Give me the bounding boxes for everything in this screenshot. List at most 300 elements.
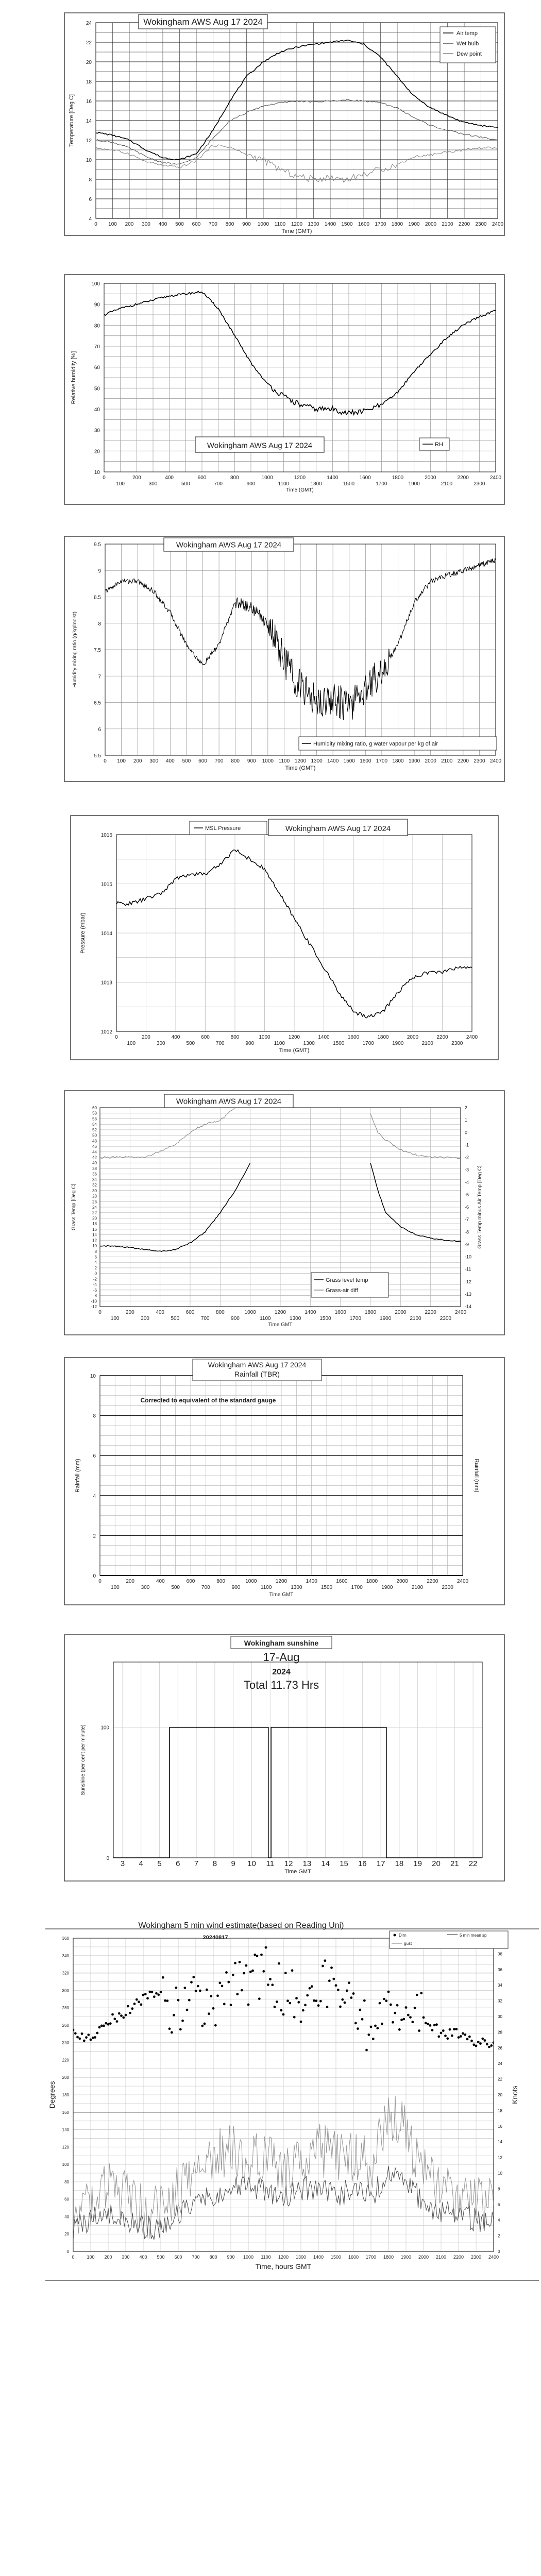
y2-tick-label: -9 [465,1242,469,1247]
direction-point [429,2024,431,2027]
y-tick-label: 60 [94,365,100,371]
y2-tick-label: -6 [465,1205,469,1210]
x-tick-label: 1900 [408,222,420,227]
direction-point [425,2022,427,2024]
wind-chart [45,1921,539,2281]
panel-frame [71,816,498,1060]
y2-tick-label: -14 [465,1304,472,1309]
x-tick-label: 100 [110,1316,120,1321]
x-tick-label: 1400 [327,758,339,764]
direction-point [315,1999,317,2002]
y-axis-label: Degrees [48,2081,56,2109]
legend-label: Air temp [457,30,478,37]
y-tick-label: 320 [62,1971,69,1976]
x-tick-label: 1500 [320,1585,333,1590]
direction-point [405,2006,408,2009]
x-tick-label: 800 [230,1035,240,1040]
y-tick-label: 32 [92,1183,97,1188]
direction-point [379,2002,381,2005]
x-tick-label: 700 [192,2255,200,2260]
y2-tick-label: -10 [465,1254,472,1260]
y-tick-label: 16 [92,1227,97,1232]
direction-point [300,2021,302,2023]
x-tick-label: 2300 [451,1041,463,1046]
direction-point [253,1954,256,1956]
x-tick-label: 600 [192,222,201,227]
x-tick-label: 0 [98,1310,102,1315]
y-tick-label: 36 [92,1172,97,1177]
x-tick-label: 2100 [421,1041,433,1046]
y2-tick-label: -2 [465,1155,469,1160]
x-tick-label: 200 [126,1579,135,1584]
y-tick-label: 6.5 [94,700,101,706]
y-tick-label: 0 [93,1573,96,1579]
direction-point [475,2045,478,2047]
direction-point [146,1997,149,1999]
x-tick-label: 200 [125,222,134,227]
y-tick-label: 5.5 [94,753,101,759]
direction-point [422,2016,425,2019]
direction-point [326,2006,329,2008]
y-tick-label: 0 [106,1856,109,1861]
direction-point [437,2036,440,2038]
direction-point [212,2007,215,2010]
y-tick-label: 10 [90,1374,96,1379]
y-tick-label: 90 [94,302,100,308]
x-tick-label: 1900 [392,1041,404,1046]
direction-point [322,1965,324,1968]
x-tick-label: 1600 [359,475,371,481]
x-tick-label: 0 [104,758,107,764]
direction-point [488,2046,491,2048]
y-tick-label: 360 [62,1936,69,1941]
direction-point [208,2012,210,2015]
x-tick-label: 1200 [275,1579,288,1584]
x-tick-label: 800 [231,758,240,764]
direction-point [462,2032,464,2035]
direction-point [449,2028,451,2031]
x-tick-label: 0 [98,1579,102,1584]
x-tick-label: 200 [133,758,142,764]
x-tick-label: 100 [117,758,126,764]
x-tick-label: 1300 [308,222,319,227]
panel-frame [64,275,504,504]
direction-point [236,1993,239,1995]
x-tick-label: 1700 [375,222,386,227]
direction-point [218,1981,221,1984]
direction-point [136,1998,138,2001]
chart-title: Wokingham AWS Aug 17 2024 [285,824,391,834]
x-tick-label: 3 [120,1859,125,1868]
direction-point [120,2014,123,2017]
legend-label: Dew point [457,51,482,57]
x-tick-label: 500 [175,222,184,227]
panel-frame [64,1358,504,1605]
x-tick-label: 500 [186,1041,195,1046]
y-tick-label: 100 [100,1725,109,1731]
x-tick-label: 2300 [474,481,485,487]
y2-axis-label: Knots [511,2086,519,2104]
direction-point [177,1999,180,2002]
direction-point [460,2035,462,2038]
legend-label: 5 min mean sp [460,1933,487,1938]
x-tick-label: 500 [157,2255,165,2260]
y-tick-label: 220 [62,2058,69,2063]
x-tick-label: 1400 [327,475,339,481]
direction-point [274,2006,276,2008]
legend-label: MSL Pressure [205,825,241,832]
y-tick-label: 100 [62,2162,69,2167]
y2-tick-label: 2 [465,1105,468,1110]
y2-tick-label: -11 [465,1266,471,1272]
direction-point [173,2014,175,2016]
direction-point [280,2009,282,2012]
x-tick-label: 1100 [274,1041,285,1046]
direction-point [411,2021,414,2023]
x-tick-label: 2000 [425,222,437,227]
x-tick-label: 0 [115,1035,118,1040]
mixing-ratio-chart-panel [64,536,505,782]
direction-point [341,1998,344,2001]
legend-label: RH [435,442,443,448]
x-tick-label: 2100 [441,758,453,764]
y-tick-label: 60 [64,2197,69,2202]
y-tick-label: 8.5 [94,595,101,601]
x-tick-label: 1700 [376,758,388,764]
y2-tick-label: -4 [465,1179,469,1185]
y2-axis-label: Rainfall (mm) [474,1459,480,1493]
direction-point [455,2028,458,2030]
direction-point [339,2006,342,2008]
direction-point [286,1999,289,2002]
direction-point [304,2004,307,2006]
direction-point [256,1955,259,1957]
y-tick-label: 6 [98,726,101,733]
y2-tick-label: -12 [465,1279,472,1284]
direction-point [245,1964,247,1967]
direction-point [479,2042,482,2045]
x-tick-label: 1400 [324,222,336,227]
direction-point [271,1984,274,1986]
x-tick-label: 1400 [305,1310,316,1315]
x-tick-label: 1100 [261,2255,271,2260]
legend-label: gust [404,1941,412,1946]
direction-point [206,1989,208,1991]
direction-point [337,1989,340,1991]
direction-point [223,2003,226,2005]
y-tick-label: -2 [93,1277,97,1282]
direction-point [278,1962,280,1965]
direction-point [148,1991,151,1993]
y-axis-label: Temperature [Deg C] [69,94,75,147]
x-tick-label: 500 [171,1316,180,1321]
y-tick-label: 280 [62,2006,69,2011]
x-tick-label: 1000 [262,758,274,764]
y-tick-label: 18 [92,1222,97,1227]
y2-tick-label: 36 [498,1967,502,1972]
y-tick-label: 8 [98,621,101,627]
x-tick-label: 900 [245,1041,255,1046]
direction-point [335,1984,337,1987]
y-axis-label: Relative humidity [%] [71,351,77,404]
direction-point [367,2033,370,2036]
x-tick-label: 1000 [261,475,273,481]
y2-tick-label: 26 [498,2045,502,2050]
x-tick-label: 400 [156,1579,165,1584]
direction-point [98,2026,101,2029]
x-tick-label: 21 [450,1859,459,1868]
direction-point [357,2027,359,2030]
x-tick-label: 1000 [257,222,269,227]
x-tick-label: 2300 [475,222,487,227]
wind-chart-panel [45,1921,539,2281]
x-tick-label: 12 [284,1859,293,1868]
x-tick-label: 700 [215,1041,225,1046]
x-tick-label: 1600 [334,1310,346,1315]
direction-point [181,2020,184,2022]
direction-point [94,2036,96,2039]
x-tick-label: 19 [413,1859,422,1868]
x-tick-label: 9 [231,1859,235,1868]
x-tick-label: 1800 [377,1035,389,1040]
direction-point [116,2020,119,2023]
direction-point [195,1990,197,1992]
y-tick-label: 18 [86,79,92,85]
direction-point [400,2019,403,2021]
y-tick-label: 22 [86,40,92,46]
x-tick-label: 1500 [330,2255,342,2260]
x-tick-label: 1400 [318,1035,330,1040]
x-tick-label: 1100 [260,1316,271,1321]
direction-point [225,1971,228,1974]
x-tick-label: 5 [157,1859,162,1868]
x-tick-label: 1700 [365,2255,377,2260]
direction-point [453,2028,455,2030]
x-tick-label: 700 [201,1585,210,1590]
direction-point [157,1993,160,1996]
y-tick-label: 30 [92,1188,97,1193]
y-tick-label: 100 [91,281,100,287]
y-tick-label: 52 [92,1127,97,1132]
x-tick-label: 400 [156,1310,165,1315]
direction-point [241,1989,243,1992]
y2-tick-label: 30 [498,2014,502,2019]
x-tick-label: 800 [215,1310,225,1315]
x-tick-label: 500 [182,758,191,764]
direction-point [464,2033,466,2036]
direction-point [317,2004,320,2007]
x-tick-label: 1300 [310,481,322,487]
y2-tick-label: 2 [498,2233,500,2239]
direction-point [118,2012,121,2015]
x-tick-label: 700 [214,481,223,487]
y2-tick-label: 1 [465,1117,468,1123]
direction-point [179,2028,182,2031]
direction-point [365,2049,368,2052]
y-tick-label: 26 [92,1199,97,1205]
x-tick-label: 2200 [457,475,469,481]
y-tick-label: 0 [94,1271,97,1276]
y-tick-label: 2 [93,1533,96,1539]
y-tick-label: 10 [92,1244,97,1249]
legend-label: Grass level temp [326,1277,368,1283]
x-tick-label: 2000 [407,1035,419,1040]
direction-point [260,1954,263,1956]
direction-point [262,1970,265,1973]
x-tick-label: 2400 [454,1310,467,1315]
x-tick-label: 1900 [400,2255,412,2260]
x-tick-label: 11 [266,1859,275,1868]
x-tick-label: 800 [216,1579,226,1584]
direction-point [166,1999,168,2002]
y-tick-label: -6 [93,1287,97,1293]
direction-point [427,2023,429,2025]
x-tick-label: 1200 [278,2255,289,2260]
direction-point [390,2004,392,2006]
rain-grid [100,1376,463,1575]
direction-point [96,2032,98,2035]
x-axis-label: Time (GMT) [281,228,312,234]
mixing-ratio-chart [64,536,505,782]
x-tick-label: 800 [230,475,239,481]
y-tick-label: 46 [92,1144,97,1149]
direction-point [142,1994,145,1996]
x-tick-label: 17 [376,1859,385,1868]
y-tick-label: 6 [89,197,92,202]
direction-point [164,1999,166,2002]
y-tick-label: 10 [94,470,100,476]
x-tick-label: 200 [125,1310,134,1315]
direction-point [407,2014,410,2016]
x-tick-label: 600 [198,758,207,764]
grass-temp-chart-panel [64,1090,505,1335]
y2-axis-label: Grass Temp minus Air Temp [Deg C] [477,1165,483,1249]
y2-tick-label: 24 [498,2061,502,2066]
y-tick-label: -8 [93,1293,97,1298]
x-axis-label: Time (GMT) [279,1047,310,1054]
chart-date: 20240817 [202,1935,228,1941]
x-tick-label: 2400 [457,1579,469,1584]
chart-title: Wokingham AWS Aug 17 2024 [208,1361,307,1369]
direction-point [398,2028,401,2031]
y-tick-label: 12 [92,1238,97,1243]
grass-temp-chart [64,1090,505,1335]
y-tick-label: 24 [86,21,92,26]
x-tick-label: 900 [231,1585,241,1590]
x-tick-label: 2400 [488,2255,499,2260]
y-tick-label: 8 [89,177,92,183]
x-tick-label: 2000 [425,758,436,764]
x-tick-label: 300 [142,222,150,227]
direction-point [361,2018,364,2021]
direction-point [162,1976,164,1979]
direction-point [402,2018,405,2021]
sunshine-chart-panel [64,1634,505,1882]
direction-point [190,1981,193,1984]
direction-point [385,1999,387,2002]
y-tick-label: 1014 [100,931,112,937]
x-tick-label: 1000 [259,1035,270,1040]
direction-point [192,1976,195,1978]
x-axis-label: Time GMT [284,1869,311,1875]
legend-swatch [394,1934,396,1937]
x-tick-label: 1200 [294,475,306,481]
direction-point [83,2040,86,2042]
direction-point [282,2013,285,2016]
x-tick-label: 300 [141,1316,149,1321]
x-tick-label: 22 [468,1859,478,1868]
direction-point [484,2039,486,2042]
y2-tick-label: 0 [498,2249,500,2254]
x-tick-label: 0 [72,2255,75,2260]
direction-point [328,1979,331,1982]
direction-point [470,2040,473,2042]
y-tick-label: 300 [62,1988,69,1993]
direction-point [458,2036,460,2039]
x-tick-label: 100 [110,1585,120,1590]
x-tick-label: 200 [132,475,141,481]
x-tick-label: 0 [103,475,106,481]
direction-point [387,1991,390,1993]
x-tick-label: 900 [227,2255,235,2260]
direction-point [87,2033,90,2036]
y-tick-label: 4 [94,1260,97,1265]
rainfall-chart [64,1357,505,1605]
direction-point [359,2009,361,2011]
x-tick-label: 2300 [470,2255,482,2260]
y-tick-label: 9 [98,568,101,574]
direction-point [486,2043,488,2046]
y2-tick-label: -13 [465,1291,472,1297]
x-tick-label: 1500 [333,1041,345,1046]
x-tick-label: 1500 [319,1316,331,1321]
direction-point [258,1997,261,2000]
x-tick-label: 2100 [411,1585,424,1590]
sunshine-chart [64,1634,505,1882]
y-tick-label: 48 [92,1139,97,1144]
y-tick-label: 340 [62,1953,69,1958]
y-tick-label: 8 [93,1413,96,1419]
x-tick-label: 1800 [364,1310,377,1315]
direction-point [381,2023,383,2025]
x-tick-label: 300 [156,1041,165,1046]
x-tick-label: 20 [432,1859,441,1868]
x-tick-label: 1800 [392,475,404,481]
legend-label: Humidity mixing ratio, g water vapour per kg of air [313,741,438,747]
x-tick-label: 8 [212,1859,217,1868]
direction-point [249,1971,252,1973]
y2-tick-label: 4 [498,2218,500,2223]
direction-point [197,1985,199,1988]
direction-point [472,2043,475,2046]
direction-point [466,2038,469,2041]
x-tick-label: 1300 [311,758,323,764]
x-tick-label: 600 [174,2255,182,2260]
chart-subtitle: Rainfall (TBR) [234,1370,280,1378]
pressure-chart-panel [70,815,499,1060]
x-tick-label: 1300 [290,1316,301,1321]
y-tick-label: 10 [86,158,92,163]
direction-point [414,2007,416,2009]
direction-point [370,2026,373,2028]
y-tick-label: 8 [94,1249,97,1254]
direction-point [490,2044,493,2047]
direction-point [295,1997,298,1999]
x-tick-label: 2200 [453,2255,464,2260]
x-tick-label: 600 [201,1035,210,1040]
y-tick-label: 58 [92,1111,97,1116]
y-tick-label: 6 [94,1255,97,1260]
